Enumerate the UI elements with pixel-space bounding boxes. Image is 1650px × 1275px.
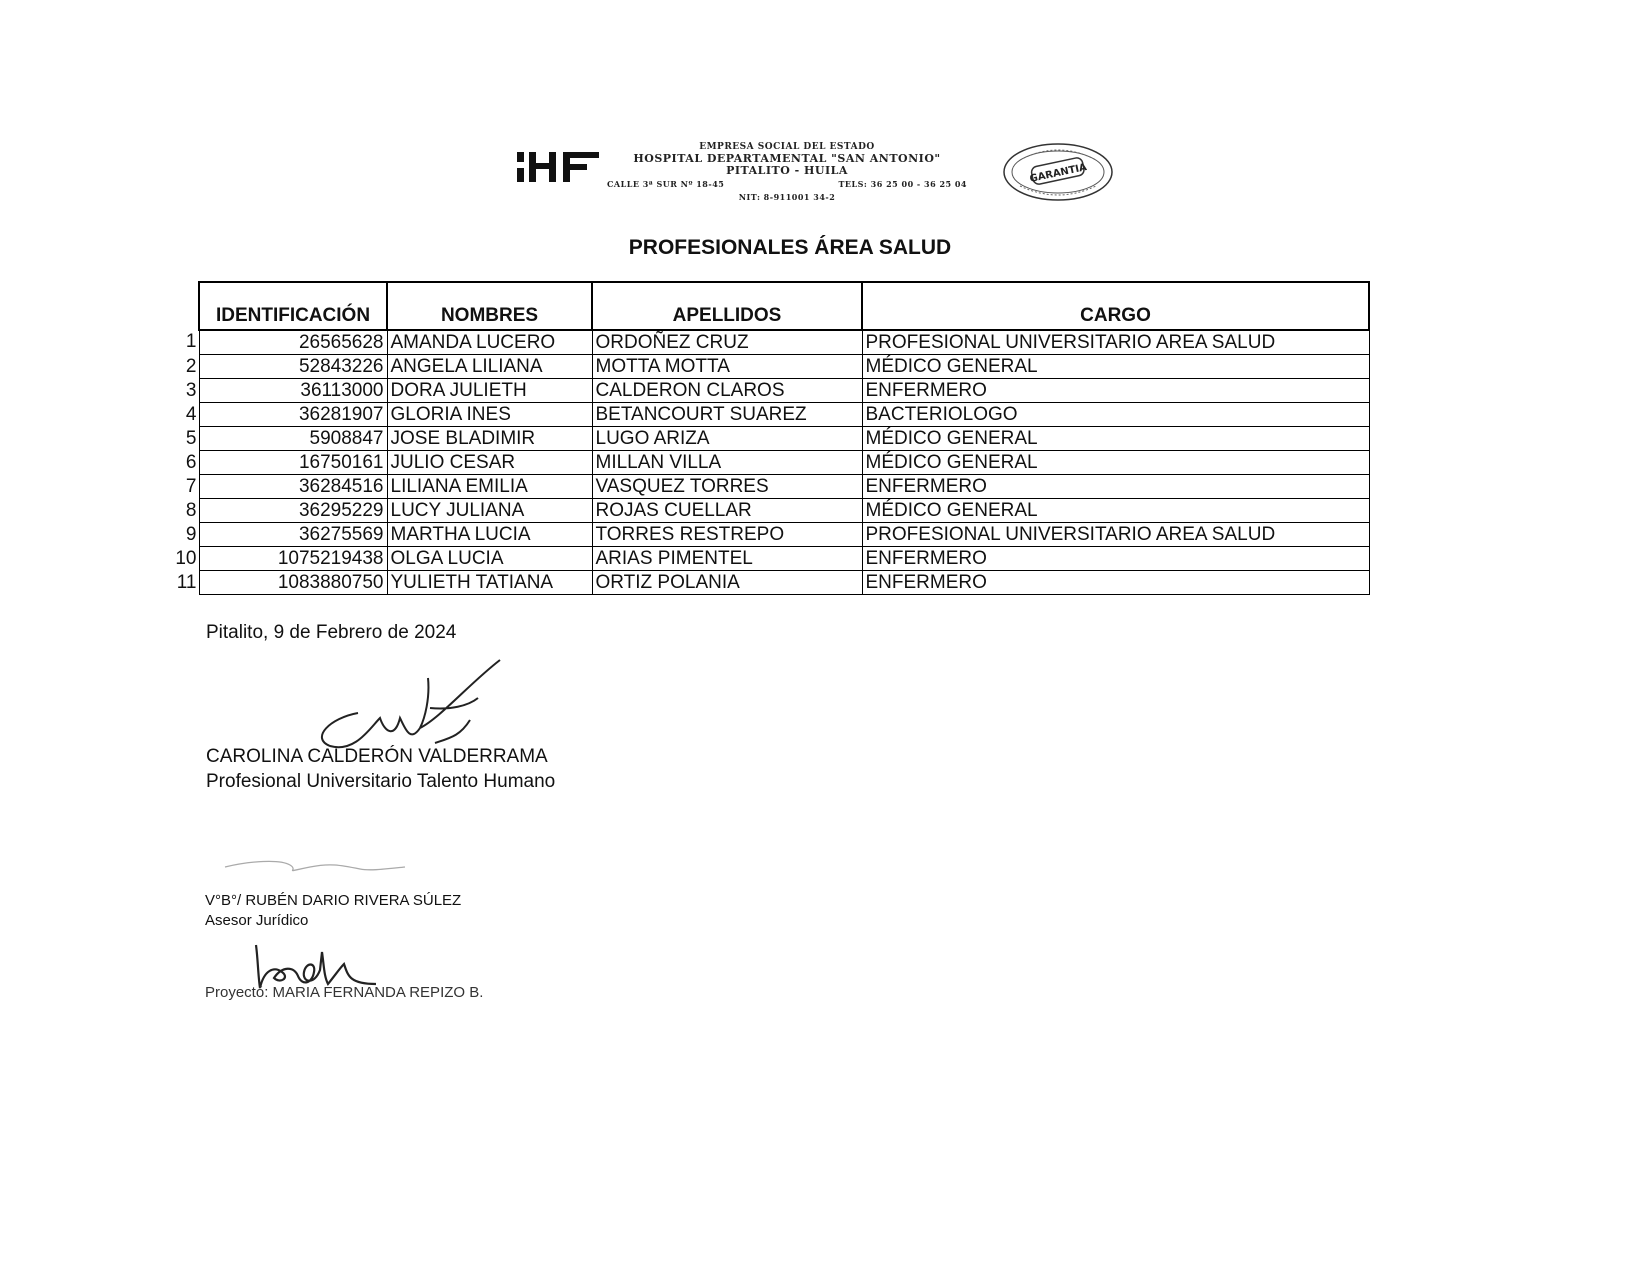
cell-cargo: PROFESIONAL UNIVERSITARIO AREA SALUD: [862, 523, 1369, 547]
staff-table: [172, 281, 1370, 595]
row-number: 9: [185, 523, 197, 545]
letterhead-line3: PITALITO - HUILA: [726, 164, 848, 177]
table-row: [172, 403, 1369, 427]
row-number: 4: [185, 403, 197, 425]
approval-name: V°B°/ RUBÉN DARIO RIVERA SÚLEZ: [205, 892, 462, 909]
cell-cargo: MÉDICO GENERAL: [862, 427, 1369, 451]
table-row: [172, 379, 1369, 403]
cell-cargo: ENFERMERO: [862, 475, 1369, 499]
place-date: Pitalito, 9 de Febrero de 2024: [206, 622, 457, 643]
row-number: 1: [185, 331, 197, 353]
cell-cargo: ENFERMERO: [862, 379, 1369, 403]
header-nombres: NOMBRES: [387, 282, 592, 330]
cell-identificacion: 36281907: [199, 403, 387, 427]
row-number: 5: [185, 427, 197, 449]
table-header-row: [172, 282, 1369, 330]
cell-nombres: AMANDA LUCERO: [387, 330, 592, 355]
signer-role: Profesional Universitario Talento Humano: [206, 771, 556, 792]
page-title: PROFESIONALES ÁREA SALUD: [628, 236, 952, 259]
cell-identificacion: 36295229: [199, 499, 387, 523]
staff-table-container: [172, 281, 1370, 595]
cell-nombres: LUCY JULIANA: [387, 499, 592, 523]
cell-nombres: MARTHA LUCIA: [387, 523, 592, 547]
cell-identificacion: 1075219438: [199, 547, 387, 571]
cell-identificacion: 52843226: [199, 355, 387, 379]
cell-cargo: BACTERIOLOGO: [862, 403, 1369, 427]
cell-identificacion: 16750161: [199, 451, 387, 475]
cell-identificacion: 36113000: [199, 379, 387, 403]
cell-identificacion: 5908847: [199, 427, 387, 451]
letterhead-address: CALLE 3ª SUR Nº 18-45: [607, 179, 725, 189]
letterhead-line2: HOSPITAL DEPARTAMENTAL "SAN ANTONIO": [633, 152, 941, 165]
signature-maria: [252, 940, 382, 990]
hospital-logo: [515, 150, 603, 184]
cell-apellidos: VASQUEZ TORRES: [592, 475, 862, 499]
cell-apellidos: ORDOÑEZ CRUZ: [592, 330, 862, 355]
row-number: 8: [185, 499, 197, 521]
cell-apellidos: BETANCOURT SUAREZ: [592, 403, 862, 427]
table-row: [172, 499, 1369, 523]
cell-cargo: PROFESIONAL UNIVERSITARIO AREA SALUD: [862, 330, 1369, 355]
cell-identificacion: 1083880750: [199, 571, 387, 595]
cell-nombres: OLGA LUCIA: [387, 547, 592, 571]
row-number: 3: [185, 379, 197, 401]
approval-role: Asesor Jurídico: [205, 912, 309, 929]
letterhead-nit: NIT: 8-911001 34-2: [738, 192, 836, 202]
letterhead: [515, 142, 1115, 210]
table-body: [172, 330, 1369, 595]
table-row: [172, 330, 1369, 355]
row-number: 6: [185, 451, 197, 473]
cell-nombres: GLORIA INES: [387, 403, 592, 427]
signature-carolina: [310, 658, 510, 753]
table-row: [172, 571, 1369, 595]
header-cargo: CARGO: [862, 282, 1369, 330]
letterhead-phones: TELS: 36 25 00 - 36 25 04: [838, 179, 967, 189]
cell-cargo: MÉDICO GENERAL: [862, 355, 1369, 379]
letterhead-contact: [601, 177, 973, 191]
table-row: [172, 523, 1369, 547]
cell-nombres: LILIANA EMILIA: [387, 475, 592, 499]
cell-cargo: MÉDICO GENERAL: [862, 451, 1369, 475]
cell-apellidos: ORTIZ POLANIA: [592, 571, 862, 595]
row-number-header: [172, 282, 199, 330]
cell-nombres: YULIETH TATIANA: [387, 571, 592, 595]
row-number: 2: [185, 355, 197, 377]
cell-apellidos: MILLAN VILLA: [592, 451, 862, 475]
cell-apellidos: ROJAS CUELLAR: [592, 499, 862, 523]
cell-apellidos: CALDERON CLAROS: [592, 379, 862, 403]
row-number: 10: [175, 547, 197, 569]
table-row: [172, 475, 1369, 499]
prepared-by: Proyectó: MARIA FERNANDA REPIZO B.: [205, 984, 484, 1001]
letterhead-text: [601, 142, 973, 203]
table-row: [172, 451, 1369, 475]
cell-identificacion: 26565628: [199, 330, 387, 355]
guarantee-seal-icon: [1002, 142, 1114, 202]
cell-cargo: ENFERMERO: [862, 571, 1369, 595]
cell-nombres: ANGELA LILIANA: [387, 355, 592, 379]
cell-nombres: JULIO CESAR: [387, 451, 592, 475]
cell-apellidos: TORRES RESTREPO: [592, 523, 862, 547]
cell-identificacion: 36275569: [199, 523, 387, 547]
cell-identificacion: 36284516: [199, 475, 387, 499]
cell-apellidos: LUGO ARIZA: [592, 427, 862, 451]
cell-apellidos: MOTTA MOTTA: [592, 355, 862, 379]
signer-name: CAROLINA CALDERÓN VALDERRAMA: [206, 746, 548, 767]
signature-ruben: [220, 853, 410, 881]
header-identificacion: IDENTIFICACIÓN: [199, 282, 387, 330]
row-number: 7: [185, 475, 197, 497]
seal-text: GARANTIA: [1028, 162, 1088, 185]
table-row: [172, 355, 1369, 379]
table-row: [172, 547, 1369, 571]
letterhead-line1: EMPRESA SOCIAL DEL ESTADO: [699, 142, 875, 152]
cell-apellidos: ARIAS PIMENTEL: [592, 547, 862, 571]
table-row: [172, 427, 1369, 451]
header-apellidos: APELLIDOS: [592, 282, 862, 330]
cell-cargo: MÉDICO GENERAL: [862, 499, 1369, 523]
cell-cargo: ENFERMERO: [862, 547, 1369, 571]
row-number: 11: [176, 571, 197, 593]
cell-nombres: JOSE BLADIMIR: [387, 427, 592, 451]
cell-nombres: DORA JULIETH: [387, 379, 592, 403]
